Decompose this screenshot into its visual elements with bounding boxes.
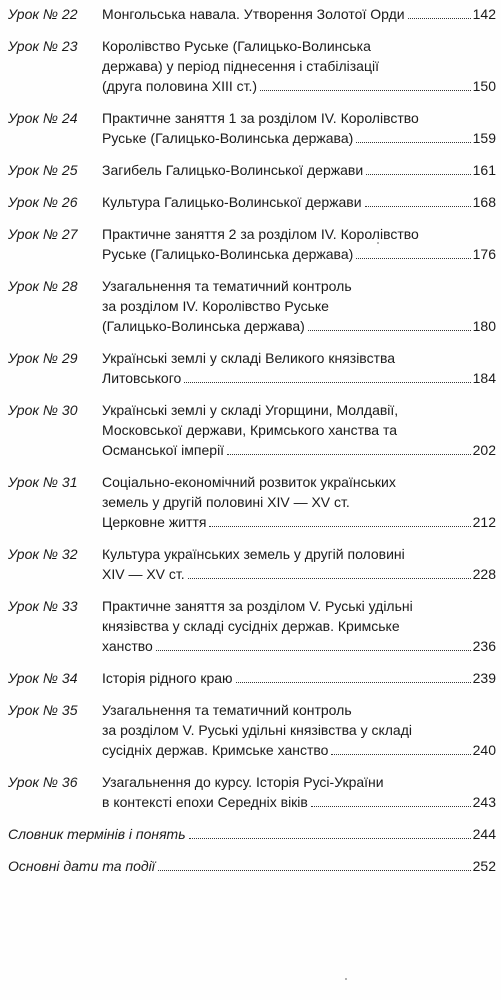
lesson-title [102, 160, 496, 180]
page-number: 212 [472, 514, 496, 530]
dot-leader [356, 258, 470, 259]
lesson-title [102, 36, 496, 96]
lesson-number: Урок № 32 [8, 546, 78, 562]
title-line: Церковне життя [102, 514, 207, 530]
toc-entry[interactable] [8, 824, 496, 844]
title-line: Узагальнення та тематичний контроль [102, 278, 352, 294]
title-line: князівства у складі сусідніх держав. Кримське [102, 618, 400, 634]
lesson-number: Урок № 28 [8, 278, 78, 294]
lesson-number: Урок № 27 [8, 226, 78, 242]
toc-entry[interactable] [8, 192, 496, 212]
toc-entry[interactable] [8, 700, 496, 760]
dot-leader [209, 526, 470, 527]
toc-entry[interactable] [8, 160, 496, 180]
lesson-number: Урок № 31 [8, 474, 78, 490]
lesson-number: Урок № 22 [8, 6, 78, 22]
lesson-number: Урок № 36 [8, 774, 78, 790]
toc-entry[interactable] [8, 108, 496, 148]
lesson-number: Урок № 33 [8, 598, 78, 614]
title-last-line [102, 512, 496, 532]
dot-leader [331, 754, 470, 755]
title-line: Українські землі у складі Великого князівства [102, 350, 396, 366]
dot-leader [308, 330, 471, 331]
dot-leader [356, 142, 470, 143]
title-line: Загибель Галицько-Волинської держави [102, 162, 364, 178]
title-last-line [102, 792, 496, 812]
title-line: Узагальнення та тематичний контроль [102, 702, 352, 718]
dot-leader [365, 206, 471, 207]
toc-entry[interactable] [8, 276, 496, 336]
title-line: Узагальнення до курсу. Історія Русі-України [102, 774, 384, 790]
lesson-title [102, 772, 496, 812]
page-number: 236 [472, 638, 496, 654]
title-last-line [102, 636, 496, 656]
lesson-number: Урок № 30 [8, 402, 78, 418]
toc-entry[interactable] [8, 224, 496, 264]
title-last-line [102, 4, 496, 24]
lesson-title [102, 224, 496, 264]
page-number: 180 [472, 318, 496, 334]
section-title: Основні дати та події [8, 858, 155, 874]
lesson-number: Урок № 26 [8, 194, 78, 210]
toc-entry[interactable] [8, 348, 496, 388]
lesson-title [102, 544, 496, 584]
dot-leader [311, 806, 471, 807]
title-line: Литовського [102, 370, 182, 386]
toc-entry[interactable] [8, 4, 496, 24]
title-line: Практичне заняття за розділом V. Руські удільні [102, 598, 413, 614]
lesson-title [102, 108, 496, 148]
page-number: 168 [472, 194, 496, 210]
title-last-line [102, 316, 496, 336]
lesson-number: Урок № 29 [8, 350, 78, 366]
title-last-line [102, 128, 496, 148]
title-line: Соціально-економічний розвиток українських [102, 474, 396, 490]
page-number: 184 [472, 370, 496, 386]
title-line: Руське (Галицько-Волинська держава) [102, 246, 354, 262]
lesson-number: Урок № 25 [8, 162, 78, 178]
lesson-number: Урок № 34 [8, 670, 78, 686]
print-speck [345, 978, 347, 980]
dot-leader [227, 454, 471, 455]
title-line: Монгольська навала. Утворення Золотої Орди [102, 6, 405, 22]
title-line: в контексті епохи Середніх віків [102, 794, 308, 810]
title-line: Османської імперії [102, 442, 225, 458]
title-last-line [102, 160, 496, 180]
title-line: Московської держави, Кримського ханства та [102, 422, 398, 438]
lesson-title [102, 668, 496, 688]
lesson-title [102, 192, 496, 212]
page-number: 159 [472, 130, 496, 146]
title-line: Історія рідного краю [102, 670, 233, 686]
dot-leader [156, 650, 471, 651]
title-last-line [102, 368, 496, 388]
title-last-line [102, 564, 496, 584]
title-line: Практичне заняття 1 за розділом IV. Королівство [102, 110, 419, 126]
page-number: 161 [472, 162, 496, 178]
lesson-title [102, 596, 496, 656]
dot-leader [158, 870, 471, 871]
lesson-title [102, 472, 496, 532]
dot-leader [236, 682, 471, 683]
title-line: сусідніх держав. Кримське ханство [102, 742, 329, 758]
lesson-title [102, 348, 496, 388]
page-number: 142 [472, 6, 496, 22]
lesson-title [102, 4, 496, 24]
toc-entry[interactable] [8, 596, 496, 656]
page-number: 243 [472, 794, 496, 810]
title-line: Королівство Руське (Галицько-Волинська [102, 38, 371, 54]
page-number: 240 [472, 742, 496, 758]
title-line: земель у другій половині XIV — XV ст. [102, 494, 350, 510]
lesson-number: Урок № 24 [8, 110, 78, 126]
title-line: Руське (Галицько-Волинська держава) [102, 130, 354, 146]
dot-leader [366, 174, 470, 175]
table-of-contents [8, 4, 496, 888]
lesson-number: Урок № 23 [8, 38, 78, 54]
lesson-title [102, 700, 496, 760]
page-number: 239 [472, 670, 496, 686]
print-speck [377, 242, 379, 244]
title-last-line [102, 740, 496, 760]
dot-leader [189, 838, 471, 839]
title-line: держава) у період піднесення і стабілізації [102, 58, 379, 74]
title-last-line [102, 76, 496, 96]
title-line: (друга половина XIII ст.) [102, 78, 258, 94]
toc-entry[interactable] [8, 472, 496, 532]
title-line: (Галицько-Волинська держава) [102, 318, 305, 334]
dot-leader [184, 382, 470, 383]
page-number: 252 [472, 858, 496, 874]
title-line: Українські землі у складі Угорщини, Молдавії, [102, 402, 399, 418]
title-last-line [102, 668, 496, 688]
toc-entry[interactable] [8, 544, 496, 584]
toc-entry[interactable] [8, 400, 496, 460]
title-last-line [102, 440, 496, 460]
page-number: 244 [472, 826, 496, 842]
toc-entry[interactable] [8, 772, 496, 812]
toc-entry[interactable] [8, 668, 496, 688]
dot-leader [188, 578, 471, 579]
title-last-line [102, 192, 496, 212]
toc-entry[interactable] [8, 856, 496, 876]
section-title: Словник термінів і понять [8, 826, 186, 842]
page-number: 176 [472, 246, 496, 262]
page-number: 202 [472, 442, 496, 458]
title-line: за розділом V. Руські удільні князівства у складі [102, 722, 412, 738]
title-line: Культура українських земель у другій половині [102, 546, 405, 562]
title-line: ханство [102, 638, 153, 654]
title-line: XIV — XV ст. [102, 566, 185, 582]
toc-entry[interactable] [8, 36, 496, 96]
dot-leader [260, 90, 471, 91]
page-number: 150 [472, 78, 496, 94]
lesson-title [102, 400, 496, 460]
lesson-title [102, 276, 496, 336]
title-line: Практичне заняття 2 за розділом IV. Королівство [102, 226, 419, 242]
page-number: 228 [472, 566, 496, 582]
title-last-line [102, 244, 496, 264]
title-line: Культура Галицько-Волинської держави [102, 194, 362, 210]
lesson-number: Урок № 35 [8, 702, 78, 718]
title-line: за розділом IV. Королівство Руське [102, 298, 329, 314]
dot-leader [408, 18, 471, 19]
